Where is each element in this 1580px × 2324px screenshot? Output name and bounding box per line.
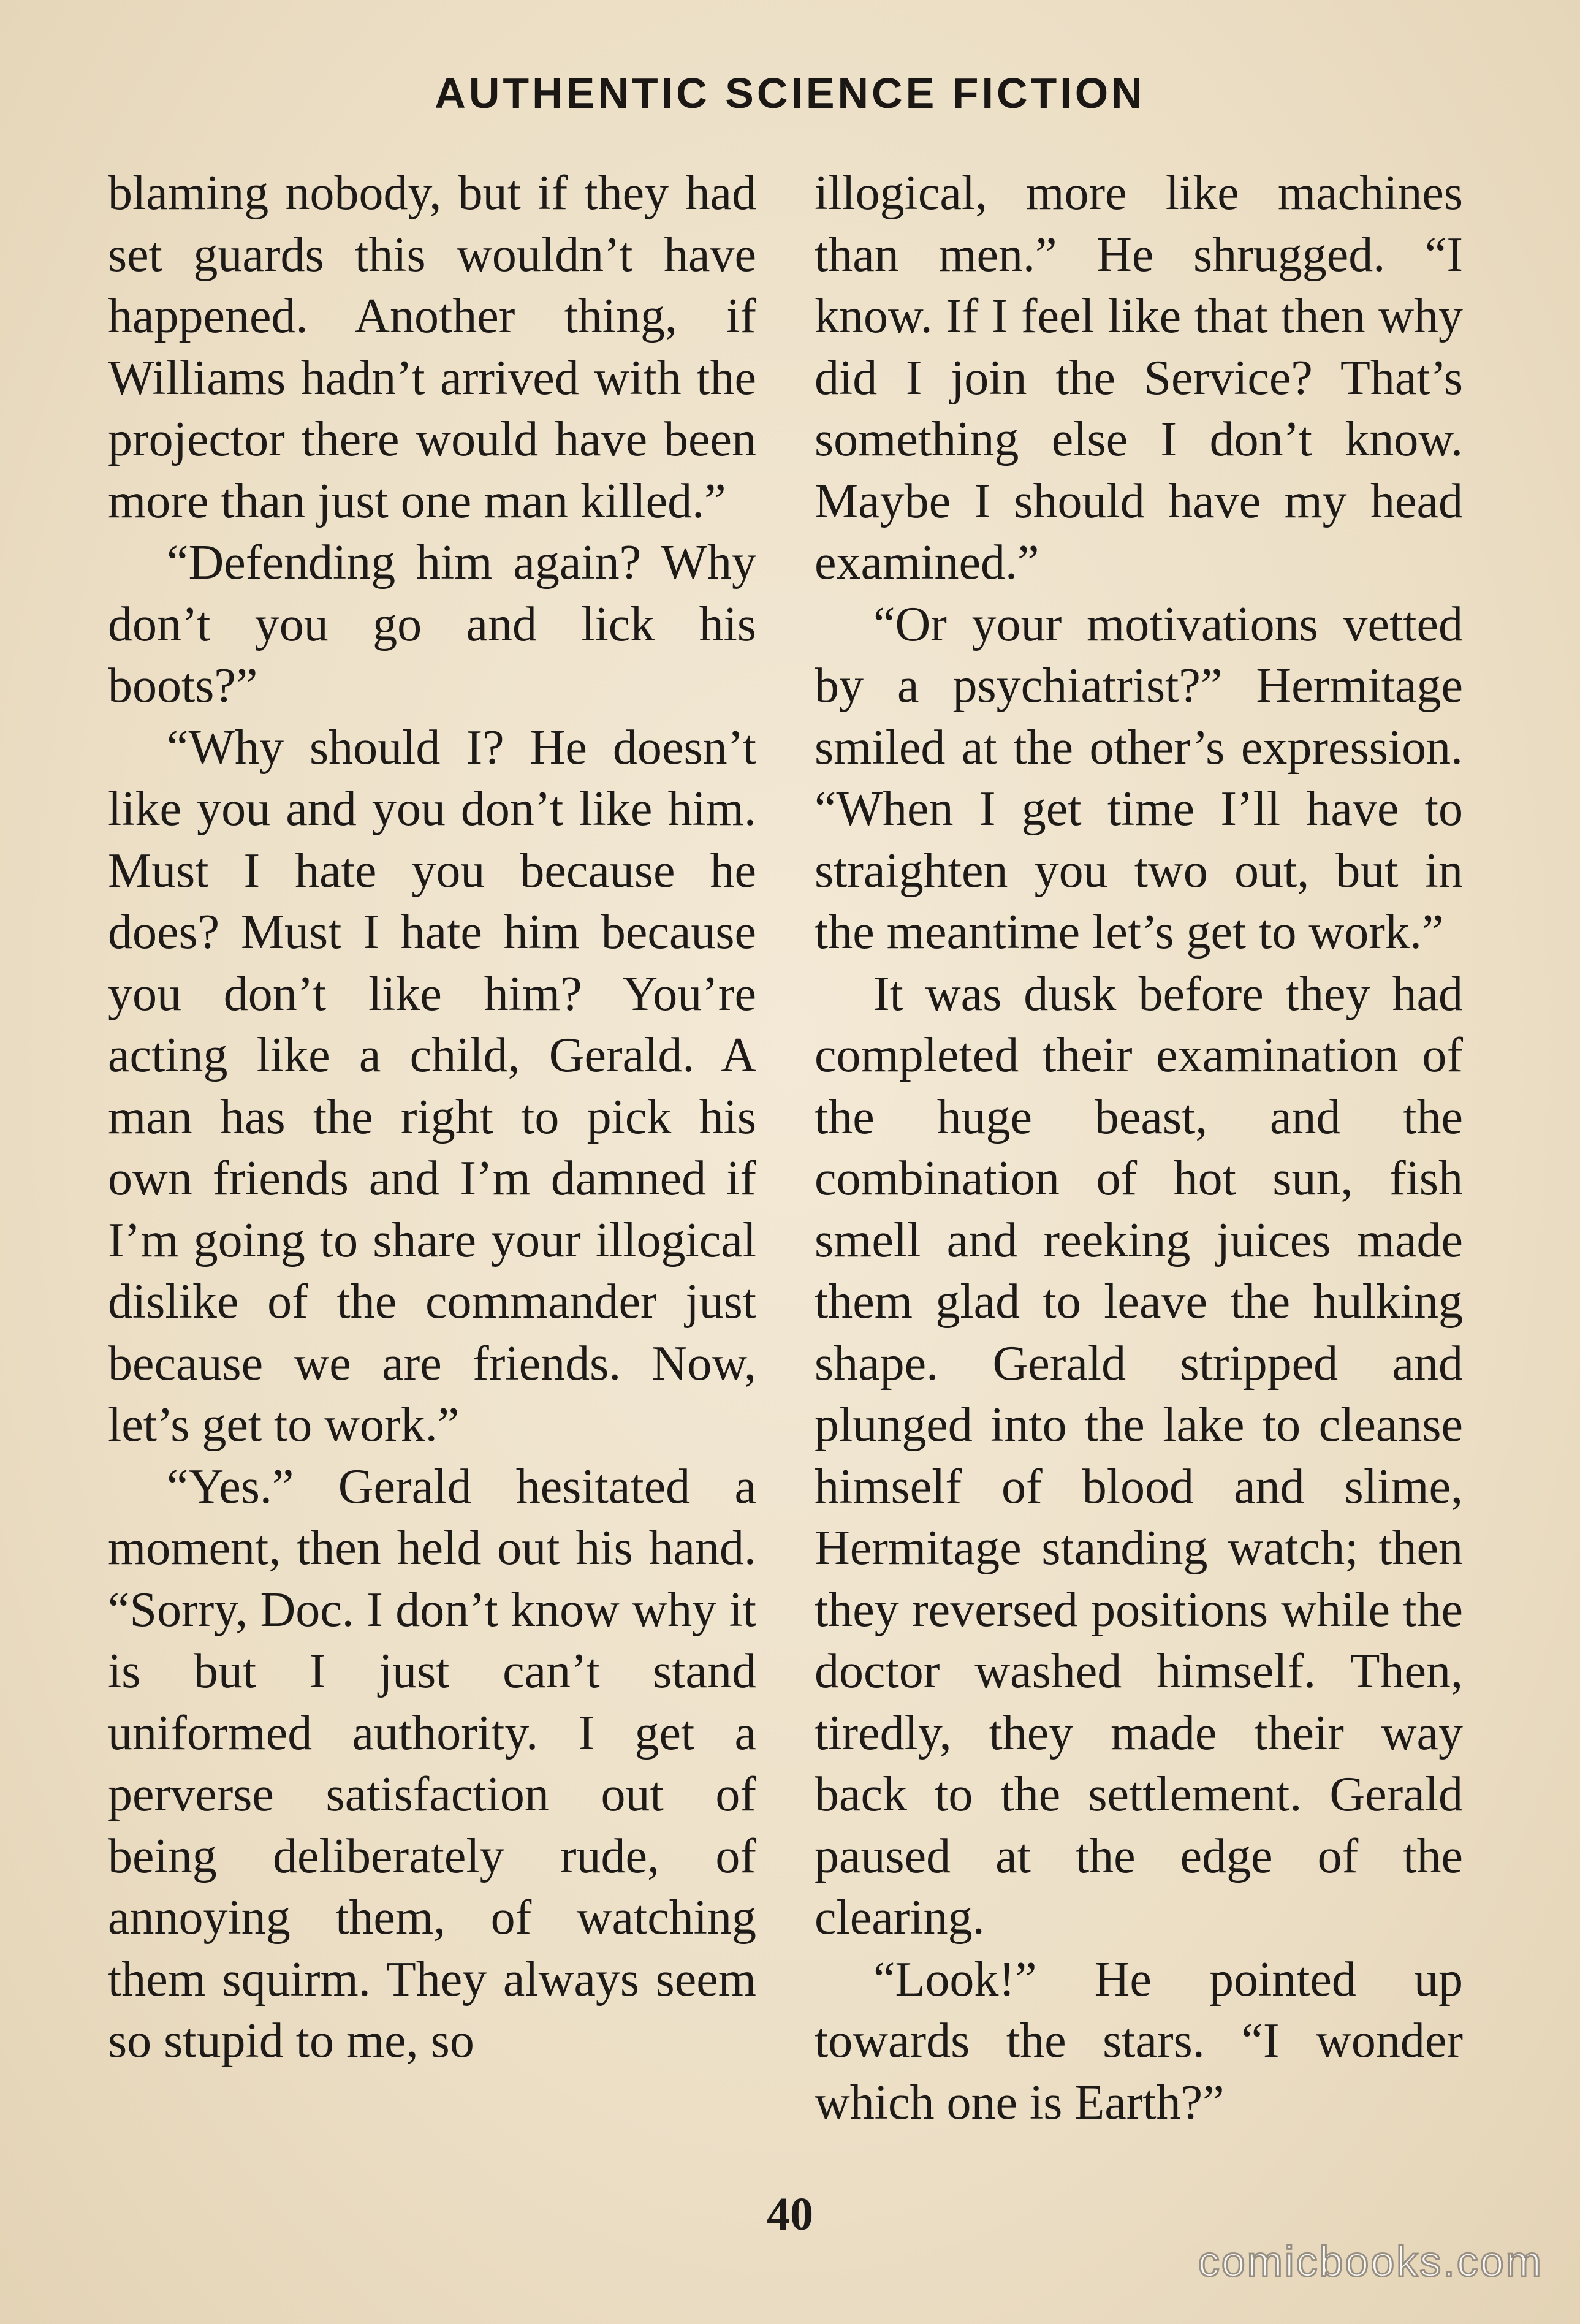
paragraph: blaming nobody, but if they had set guards this wouldn’t have happened. Another thing, if Williams hadn’t arrived with the projector there would have been more than just one man killed.” (108, 166, 756, 528)
paragraph: “Why should I? He doesn’t like you and you don’t like him. Must I hate you because he does? Must I hate him because you don’t like him? You’re acting like a child, Gerald. A man has the right to pick his own friends and I’m damned if I’m going to share your illogical dislike of the commander just because we are friends. Now, let’s get to work.” (108, 720, 756, 1452)
paragraph: illogical, more like machines than men.” He shrugged. “I know. If I feel like that then why did I join the Service? That’s something else I don’t know. Maybe I should have my head examined.” (815, 166, 1463, 590)
page-number: 40 (767, 2189, 813, 2240)
paragraph: It was dusk before they had completed their examination of the huge beast, and the combination of hot sun, fish smell and reeking juices made them glad to leave the hulking shape. Gerald stripped and plunged into the lake to cleanse himself of blood and slime, Hermitage standing watch; then they reversed positions while the doctor washed himself. Then, tiredly, they made their way back to the settlement. Gerald paused at the edge of the clearing. (815, 966, 1463, 1945)
paragraph: “Or your motivations vetted by a psychiatrist?” Hermitage smiled at the other’s expression. “When I get time I’ll have to straighten you two out, but in the meantime let’s get to work.” (815, 597, 1463, 959)
paragraph: “Yes.” Gerald hesitated a moment, then held out his hand. “Sorry, Doc. I don’t know why it is but I just can’t stand uniformed authority. I get a perverse satisfaction out of being deliberately rude, of annoying them, of watching them squirm. They always seem so stupid to me, so (108, 1459, 756, 2068)
watermark-logo: comicbooks.com (1198, 2238, 1543, 2285)
paragraph: “Defending him again? Why don’t you go and lick his boots?” (108, 536, 756, 713)
left-column (108, 162, 756, 2072)
right-column (815, 162, 1463, 2133)
running-header: AUTHENTIC SCIENCE FICTION (435, 69, 1145, 117)
paragraph: “Look!” He pointed up towards the stars. “I wonder which one is Earth?” (815, 1952, 1463, 2130)
